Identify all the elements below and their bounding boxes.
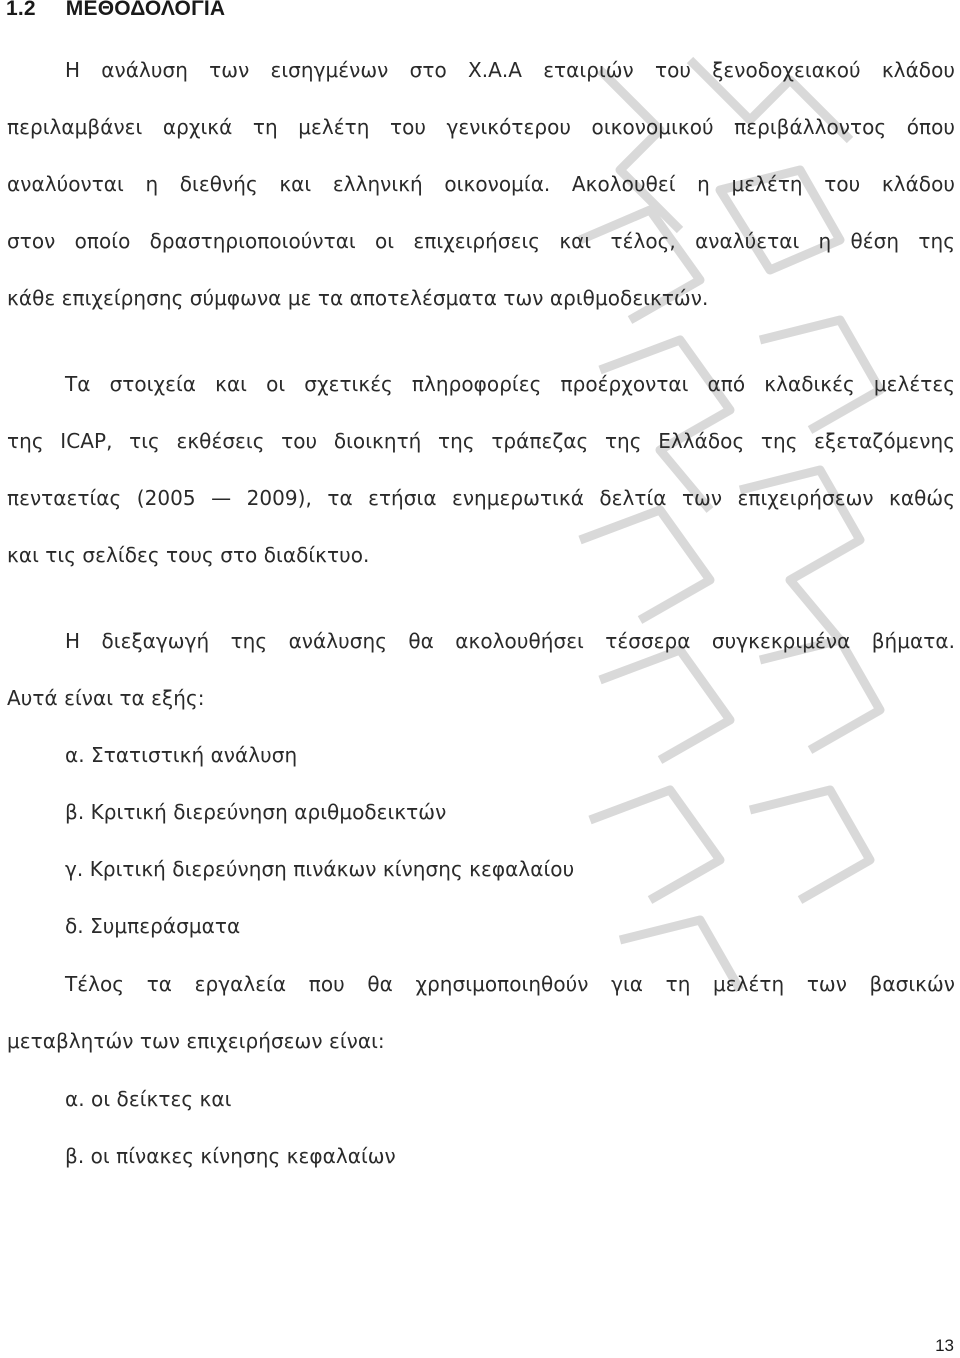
section-heading [6,0,225,21]
paragraph-line: Τέλος τα εργαλεία που θα χρησιμοποιηθούν για τη μελέτη των βασικών [65,972,955,996]
paragraph-line: Η διεξαγωγή της ανάλυσης θα ακολουθήσει τέσσερα συγκεκριμένα βήματα. [65,629,955,653]
section-title: ΜΕΘΟΔΟΛΟΓΙΑ [65,0,226,20]
list-item: α. οι δείκτες και [65,1087,232,1111]
paragraph-line: πενταετίας (2005 — 2009), τα ετήσια ενημερωτικά δελτία των επιχειρήσεων καθώς [7,486,955,510]
list-item: β. οι πίνακες κίνησης κεφαλαίων [65,1144,396,1168]
paragraph-line: Τα στοιχεία και οι σχετικές πληροφορίες προέρχονται από κλαδικές μελέτες [65,372,955,396]
paragraph-line: στον οποίο δραστηριοποιούνται οι επιχειρήσεις και τέλος, αναλύεται η θέση της [7,229,955,253]
list-item: α. Στατιστική ανάλυση [65,743,298,767]
list-item: β. Κριτική διερεύνηση αριθμοδεικτών [65,800,447,824]
paragraph-line: μεταβλητών των επιχειρήσεων είναι: [7,1029,385,1053]
paragraph-line: κάθε επιχείρησης σύμφωνα με τα αποτελέσματα των αριθμοδεικτών. [7,286,709,310]
list-item: γ. Κριτική διερεύνηση πινάκων κίνησης κεφαλαίου [65,857,575,881]
page-number: 13 [935,1336,954,1355]
paragraph-line: και τις σελίδες τους στο διαδίκτυο. [7,543,370,567]
paragraph-line: περιλαμβάνει αρχικά τη μελέτη του γενικότερου οικονομικού περιβάλλοντος όπου [7,115,955,139]
section-number: 1.2 [6,0,36,20]
paragraph-line: Αυτά είναι τα εξής: [7,686,205,710]
list-item: δ. Συμπεράσματα [65,914,241,938]
paragraph-line: Η ανάλυση των εισηγμένων στο Χ.Α.Α εταιριών του ξενοδοχειακού κλάδου [65,58,955,82]
paragraph-line: της ICAP, τις εκθέσεις του διοικητή της τράπεζας της Ελλάδος της εξεταζόμενης [7,429,955,453]
paragraph-line: αναλύονται η διεθνής και ελληνική οικονομία. Ακολουθεί η μελέτη του κλάδου [7,172,955,196]
